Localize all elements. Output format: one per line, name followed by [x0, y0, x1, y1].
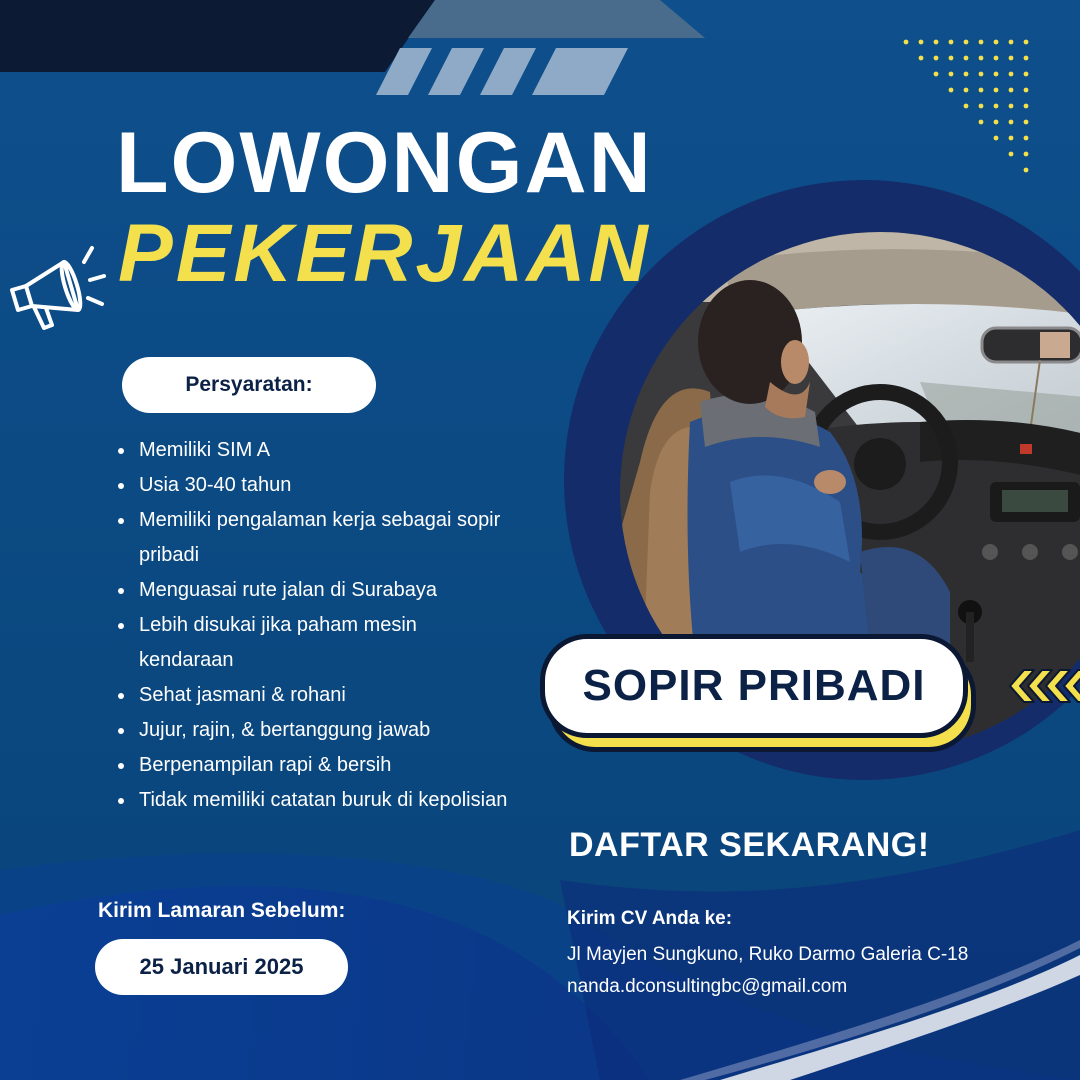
deadline-date: 25 Januari 2025	[139, 954, 304, 979]
job-title: SOPIR PRIBADI	[582, 661, 926, 710]
list-item: Memiliki pengalaman kerja sebagai sopir pribadi	[116, 503, 516, 573]
contact-email[interactable]: nanda.dconsultingbc@gmail.com	[567, 976, 848, 997]
deadline-label: Kirim Lamaran Sebelum:	[98, 899, 346, 922]
deadline-date-pill	[95, 939, 348, 995]
requirements-heading: Persyaratan:	[185, 373, 313, 396]
list-item: Usia 30-40 tahun	[116, 468, 516, 503]
chevron-left-arrows-icon	[1004, 668, 1080, 704]
list-item: Menguasai rute jalan di Surabaya	[116, 573, 516, 608]
title-line-2: PEKERJAAN	[118, 208, 651, 299]
top-grey-shape	[408, 0, 705, 38]
job-title-badge	[540, 634, 968, 738]
list-item: Tidak memiliki catatan buruk di kepolisian	[116, 783, 516, 818]
list-item: Memiliki SIM A	[116, 433, 516, 468]
list-item: Sehat jasmani & rohani	[116, 678, 516, 713]
contact-label: Kirim CV Anda ke:	[567, 908, 733, 929]
top-dark-band	[0, 0, 435, 72]
title-line-1: LOWONGAN	[116, 115, 653, 211]
list-item: Lebih disukai jika paham mesin kendaraan	[116, 608, 516, 678]
requirements-list	[116, 433, 516, 818]
requirements-heading-pill	[122, 357, 376, 413]
list-item: Jujur, rajin, & bertanggung jawab	[116, 713, 516, 748]
megaphone-icon	[4, 232, 114, 342]
contact-address: Jl Mayjen Sungkuno, Ruko Darmo Galeria C-18	[567, 944, 969, 965]
list-item: Berpenampilan rapi & bersih	[116, 748, 516, 783]
call-to-action: DAFTAR SEKARANG!	[569, 826, 930, 864]
